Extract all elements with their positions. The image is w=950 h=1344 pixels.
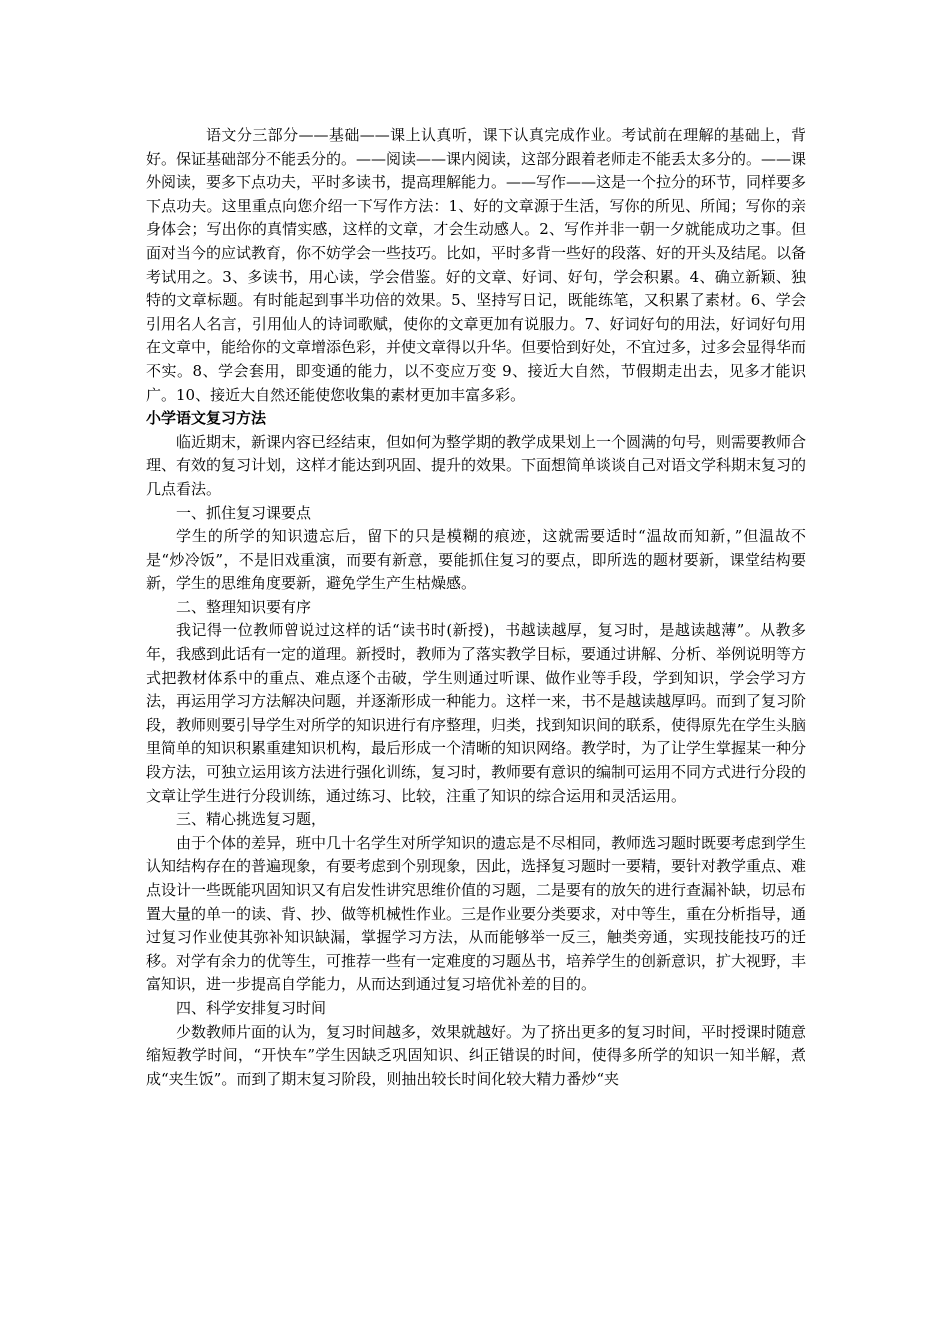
section-2-heading: 二、整理知识要有序 — [176, 597, 312, 616]
section-4-body: 少数教师片面的认为，复习时间越多，效果就越好。为了挤出更多的复习时间，平时授课时随意缩短教学时间，“开快车”学生因缺乏巩固知识、纠正错误的时间，使得多所学的知识一知半解，煮成“夹生饭”。而到了期末复习阶段，则抽出较长时间化较大精力番炒“夹 — [146, 1022, 807, 1088]
section-2-body: 我记得一位教师曾说过这样的话“读书时(新授)，书越读越厚，复习时，是越读越薄”。从教多年，我感到此话有一定的道理。新授时，教师为了落实教学目标，要通过讲解、分析、举例说明等方式把教材体系中的重点、难点逐个击破，学生则通过听课、做作业等手段，学到知识，学会学习方法，再运用学习方法解决问题，并逐渐形成一种能力。这样一来，书不是越读越厚吗。而到了复习阶段，教师则要引导学生对所学的知识进行有序整理，归类，找到知识间的联系，使得原先在学生头脑里简单的知识积累重建知识机构，最后形成一个清晰的知识网络。教学时，为了让学生掌握某一种分段方法，可独立运用该方法进行强化训练，复习时，教师要有意识的编制可运用不同方式进行分段的文章让学生进行分段训练，通过练习、比较，注重了知识的综合运用和灵活运用。 — [146, 621, 807, 805]
section-4-heading: 四、科学安排复习时间 — [176, 998, 327, 1017]
section-1-heading: 一、抓住复习课要点 — [176, 503, 312, 522]
section-3-body: 由于个体的差异，班中几十名学生对所学知识的遗忘是不尽相同，教师选习题时既要考虑到学生认知结构存在的普遍现象，有要考虑到个别现象，因此，选择复习题时一要精，要针对教学重点、难点设计一些既能巩固知识又有启发性讲究思维价值的习题，二是要有的放矢的进行查漏补缺，切忌布置大量的单一的读、背、抄、做等机械性作业。三是作业要分类要求，对中等生，重在分析指导，通过复习作业使其弥补知识缺漏，掌握学习方法，从而能够举一反三，触类旁通，实现技能技巧的迁移。对学有余力的优等生，可推荐一些有一定难度的习题丛书，培养学生的创新意识，扩大视野，丰富知识，进一步提高自学能力，从而达到通过复习培优补差的目的。 — [146, 833, 807, 994]
lead-paragraph: 临近期末，新课内容已经结束，但如何为整学期的教学成果划上一个圆满的句号，则需要教师合理、有效的复习计划，这样才能达到巩固、提升的效果。下面想简单谈谈自己对语文学科期末复习的几点看法。 — [146, 432, 807, 498]
section-1-body: 学生的所学的知识遗忘后，留下的只是模糊的痕迹，这就需要适时“温故而知新，”但温故不是“炒冷饭”，不是旧戏重演，而要有新意，要能抓住复习的要点，即所选的题材要新，课堂结构要新，学生的思维角度要新，避免学生产生枯燥感。 — [146, 527, 806, 593]
document-title: 小学语文复习方法 — [146, 409, 267, 428]
document-page — [146, 124, 806, 1091]
intro-paragraph: 语文分三部分——基础——课上认真听，课下认真完成作业。考试前在理解的基础上，背好。保证基础部分不能丢分的。——阅读——课内阅读，这部分跟着老师走不能丢太多分的。——课外阅读，要多下点功夫，平时多读书，提高理解能力。——写作——这是一个拉分的环节，同样要多下点功夫。这里重点向您介绍一下写作方法：1、好的文章源于生活，写你的所见、所闻；写你的亲身体会；写出你的真情实感，这样的文章，才会生动感人。2、写作并非一朝一夕就能成功之事。但面对当今的应试教育，你不妨学会一些技巧。比如，平时多背一些好的段落、好的开头及结尾。以备考试用之。3、多读书，用心读，学会借鉴。好的文章、好词、好句，学会积累。4、确立新颖、独特的文章标题。有时能起到事半功倍的效果。5、坚持写日记，既能练笔，又积累了素材。6、学会引用名人名言，引用仙人的诗词歌赋，使你的文章更加有说服力。7、好词好句的用法，好词好句用在文章中，能给你的文章增添色彩，并使文章得以升华。但要恰到好处，不宜过多，过多会显得华而不实。8、学会套用，即变通的能力，以不变应万变 9、接近大自然，节假期走出去，见多才能识广。10、接近大自然还能使您收集的素材更加丰富多彩。 — [146, 126, 807, 404]
section-3-heading: 三、精心挑选复习题， — [176, 810, 327, 829]
